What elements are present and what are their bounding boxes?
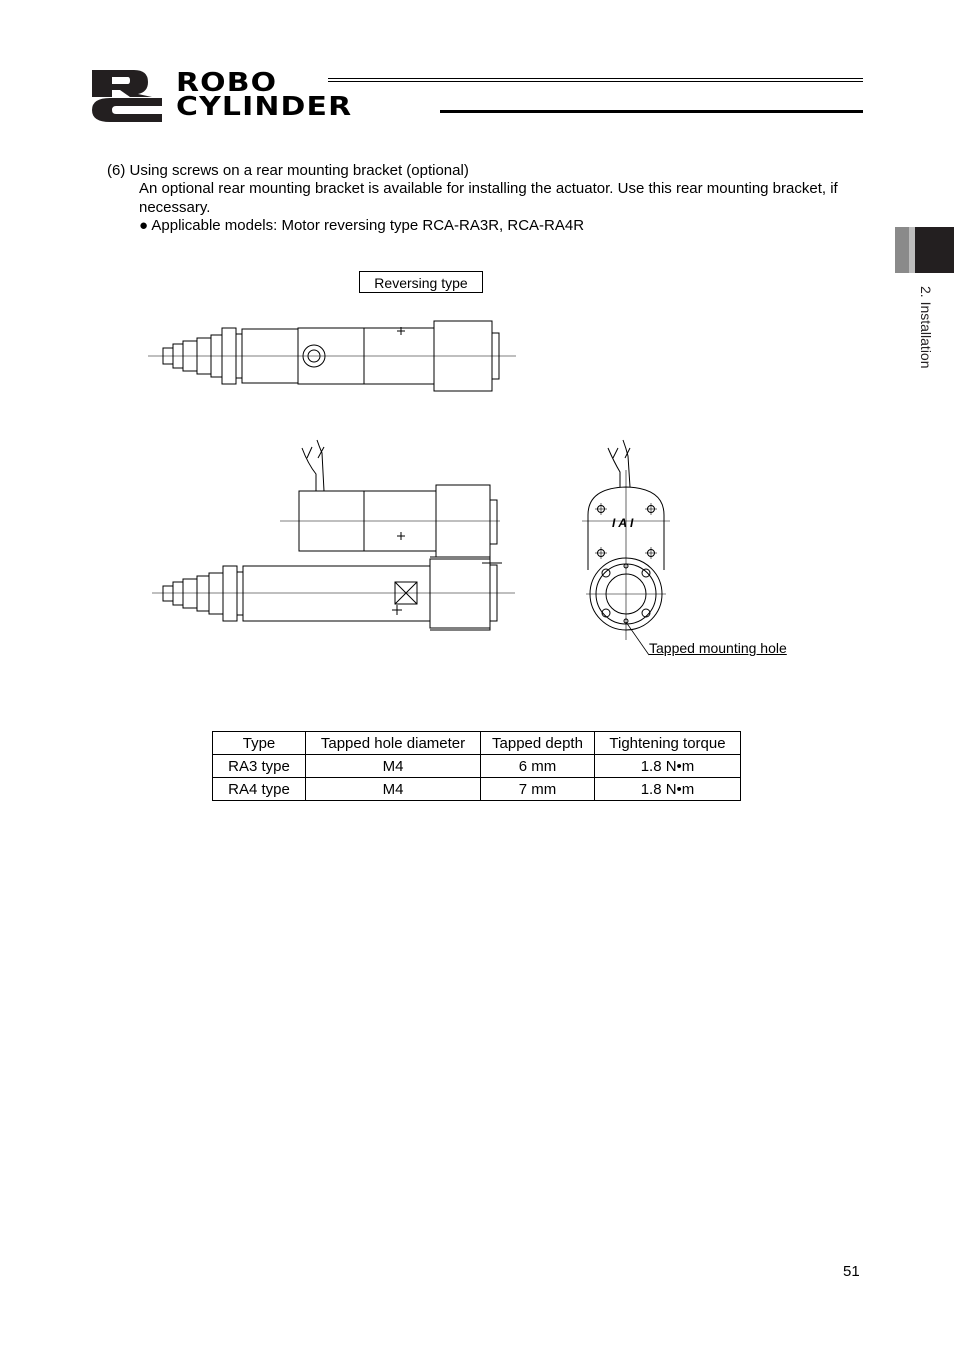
spec-table: [212, 731, 741, 801]
section-heading: (6) Using screws on a rear mounting bracket (optional): [107, 162, 469, 179]
top-view: [148, 321, 516, 391]
page-number: 51: [843, 1263, 860, 1280]
end-view: [582, 440, 670, 655]
cell-hole-diameter: M4: [306, 778, 481, 801]
callout-tapped-hole: Tapped mounting hole: [649, 640, 787, 656]
logo-line-cylinder: CYLINDER: [176, 92, 353, 122]
applicable-models: ● Applicable models: Motor reversing type RCA-RA3R, RCA-RA4R: [139, 217, 585, 234]
side-view: [152, 440, 515, 630]
logo-line-robo: ROBO: [176, 68, 278, 98]
section-description: An optional rear mounting bracket is available for installing the actuator. Use this rear mounting bracket, if necessary.: [139, 180, 838, 216]
header-type: Type: [213, 732, 306, 755]
cell-depth: 7 mm: [481, 778, 595, 801]
figure-label: Reversing type: [359, 271, 483, 293]
cell-type: RA3 type: [213, 755, 306, 778]
iai-logo-icon: IAI: [612, 516, 637, 530]
cell-hole-diameter: M4: [306, 755, 481, 778]
header-hole-diameter: Tapped hole diameter: [306, 732, 481, 755]
table-header-row: [213, 732, 741, 755]
table-row: [213, 755, 741, 778]
cell-torque: 1.8 N•m: [595, 755, 741, 778]
cell-torque: 1.8 N•m: [595, 778, 741, 801]
cell-depth: 6 mm: [481, 755, 595, 778]
cell-type: RA4 type: [213, 778, 306, 801]
header-torque: Tightening torque: [595, 732, 741, 755]
header-depth: Tapped depth: [481, 732, 595, 755]
table-row: [213, 778, 741, 801]
chapter-tab-label: 2. Installation: [918, 286, 934, 369]
